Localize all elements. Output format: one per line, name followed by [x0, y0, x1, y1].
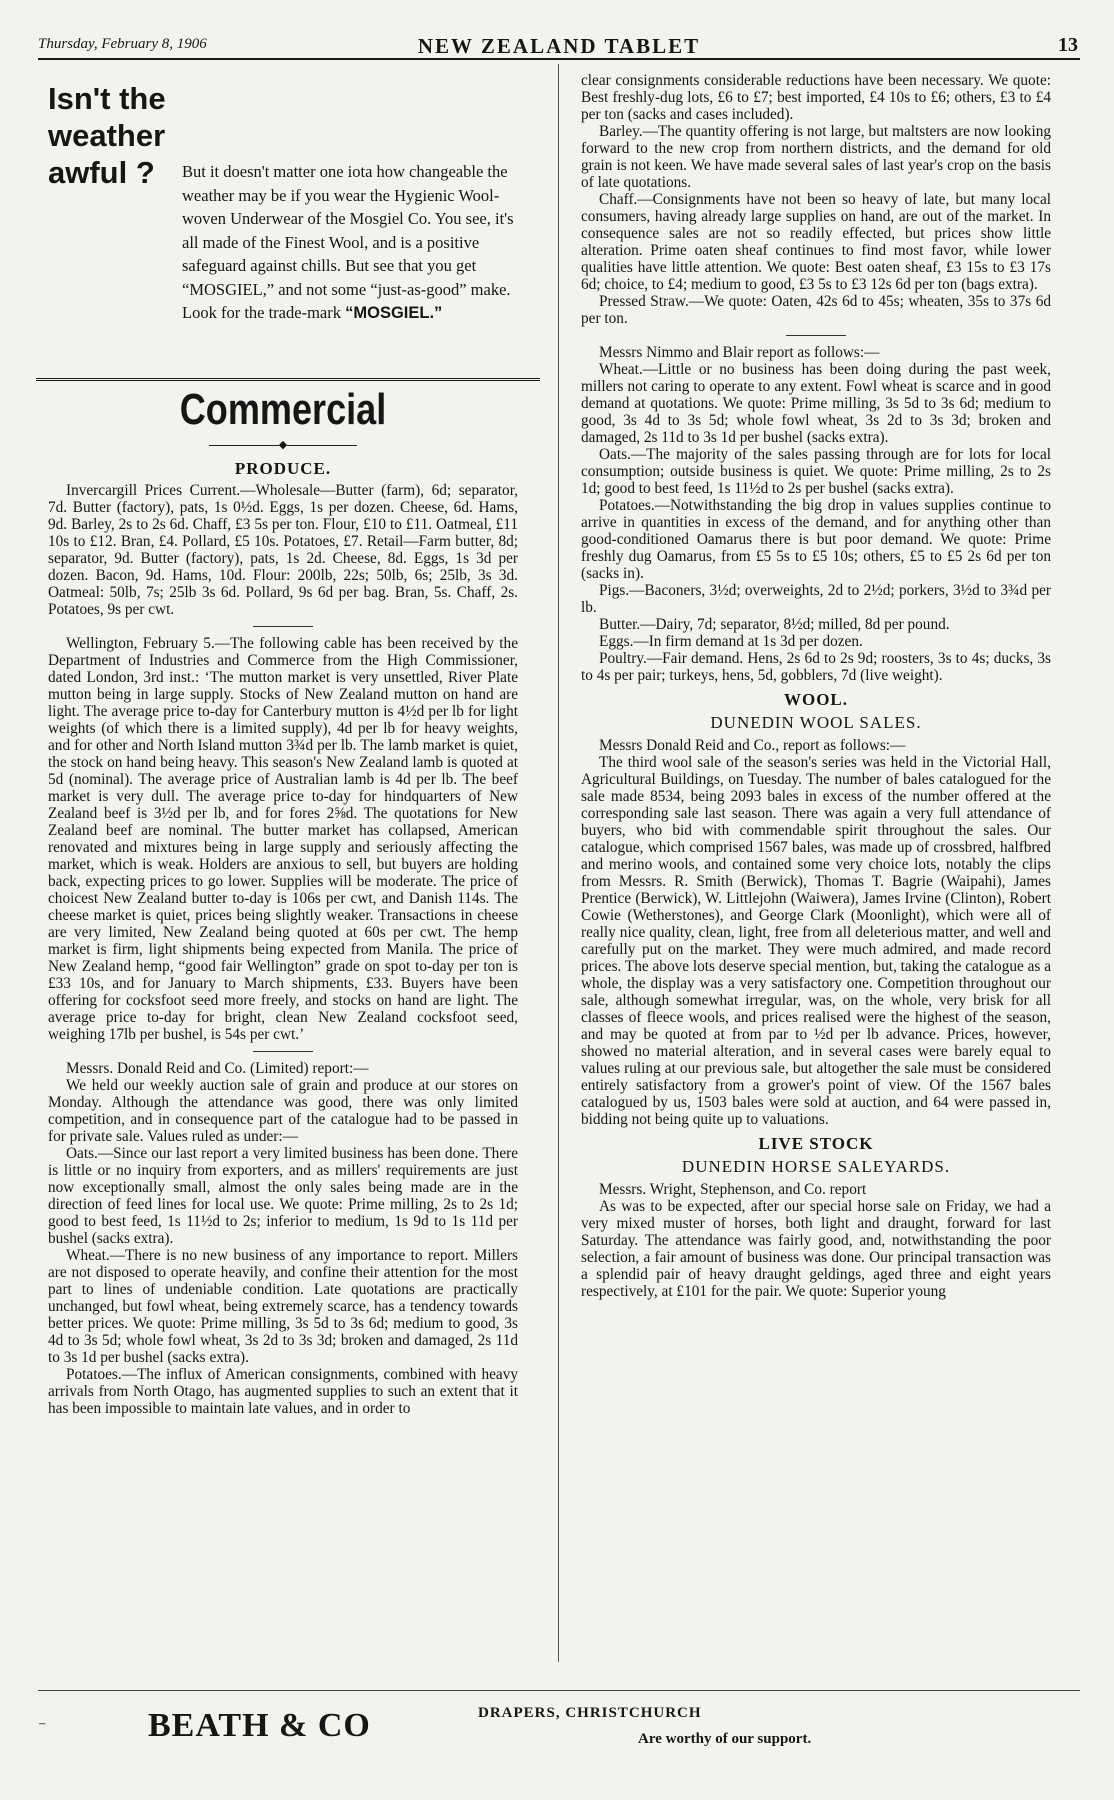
article-paragraph: The third wool sale of the season's series was held in the Victorial Hall, Agricultural Buildings, on Tuesday. The number of bales catalogued for the sale made 8534, being 2093 bales in excess of the number offered at the corresponding sale last season. There was again a very full attendance of buyers, who bid with commendable spirit throughout the sales. Our catalogue, which comprised 1567 bales, was made up of crossbred, halfbred and merino wools, and contained some very choice lots, notably the clips from Messrs. R. Smith (Berwick), Thomas T. Bagrie (Waipahi), James Prentice (Berwick), W. Littlejohn (Waiwera), James Irvine (Clinton), Robert Cowie (Wetherstones), and George Clark (Moonlight), which were all of really nice quality, clean, light, free from all deleterious matter, and well and carefully put on the market. They were much admired, and made record prices. The above lots deserve special mention, but, taking the catalogue as a whole, the display was a very satisfactory one. Competition throughout our sale, although somewhat irregular, was, on the whole, very brisk for all classes of fleece wools, and prices realised were the highest of the season, and may be quoted at from par to ½d per lb advance. Prices, however, showed no material alteration, and in several cases were barely equal to values ruling at our previous sale, but altogether the sale must be considered entirely satisfactory from a grower's point of view. Of the 1567 bales catalogued by us, 1503 bales were sold at auction, and 64 were passed in, bidding not being quite up to valuations.	[581, 754, 1051, 1128]
footer-dash: ⁻	[38, 1719, 47, 1736]
article-paragraph: Messrs. Donald Reid and Co. (Limited) report:—	[66, 1060, 369, 1077]
article-paragraph: Wheat.—Little or no business has been doing during the past week, millers not caring to operate to any extent. Fowl wheat is scarce and in good demand at quotations. We quote: Prime milling, 3s 5d to 3s 6d; medium to good, 3s 4d to 3s 5d; whole fowl wheat, 3s 2d to 3s 3d; broken and damaged, 2s 11d to 3s 1d per bushel (sacks extra).	[581, 361, 1051, 446]
advert-trademark: “MOSGIEL.”	[345, 304, 443, 322]
article-paragraph: Messrs Nimmo and Blair report as follows:—	[599, 344, 880, 361]
article-paragraph: Barley.—The quantity offering is not large, but maltsters are now looking forward to the new crop from northern districts, and the demand for old grain is not keen. We have made several sales of last year's crop on the basis of late quotations.	[581, 123, 1051, 191]
right-column	[581, 72, 1051, 1300]
article-paragraph: Wheat.—There is no new business of any importance to report. Millers are not disposed to operate heavily, and confine their attention for the most part to lines of undeniable condition. Late quotations are practically unchanged, but fowl wheat, being extremely scarce, has a tendency towards better prices. We quote: Prime milling, 3s 5d to 3s 6d; medium to good, 3s 4d to 3s 5d; whole fowl wheat, 3s 2d to 3s 3d; broken and damaged, 2s 11d to 3s 1d per bushel (sacks extra).	[48, 1247, 518, 1366]
short-rule	[253, 626, 313, 627]
left-column	[48, 72, 518, 1417]
article-paragraph: Messrs. Wright, Stephenson, and Co. report	[599, 1181, 867, 1198]
footer-drapers: DRAPERS, CHRISTCHURCH	[478, 1705, 702, 1721]
horse-saleyards-subheading: DUNEDIN HORSE SALEYARDS.	[681, 1157, 951, 1176]
advert-heading-line: Isn't the	[48, 81, 166, 116]
masthead-title: NEW ZEALAND TABLET	[417, 34, 701, 58]
article-paragraph: Chaff.—Consignments have not been so heavy of late, but many local consumers, having already large supplies on hand, are out of the market. In consequence sales are not so readily effected, but prices show little alteration. Prime oaten sheaf continues to find most favor, while lower qualities have little attention. We quote: Best oaten sheaf, £3 15s to £3 17s 6d; choice, to £4; medium to good, £3 5s to £3 12s 6d per ton (bags extra).	[581, 191, 1051, 293]
masthead	[38, 34, 1080, 60]
article-paragraph: Potatoes.—The influx of American consignments, combined with heavy arrivals from North Otago, has augmented supplies to such an extent that it has been impossible to maintain late values, and in order to	[48, 1366, 518, 1417]
page-number: 13	[1058, 34, 1078, 56]
advert-rule	[36, 378, 540, 381]
short-rule	[253, 1051, 313, 1052]
article-paragraph: Invercargill Prices Current.—Wholesale—Butter (farm), 6d; separator, 7d. Butter (factory), pats, 1s 0½d. Eggs, 1s per dozen. Cheese, 6d. Hams, 9d. Barley, 2s to 2s 6d. Chaff, £3 5s per ton. Flour, £10 to £11. Oatmeal, £11 10s to £12. Bran, £4. Pollard, £5 10s. Potatoes, £7. Retail—Farm butter, 8d; separator, 9d. Butter (factory), pats, 1s 2d. Cheese, 8d. Eggs, 1s 3d per dozen. Bacon, 9d. Hams, 10d. Flour: 200lb, 22s; 50lb, 6s; 25lb, 3s 3d. Oatmeal: 50lb, 7s; 25lb 3s 6d. Pollard, 9s 6d per bag. Bran, 5s. Chaff, 2s. Potatoes, 9s per cwt.	[48, 482, 518, 618]
article-paragraph: Potatoes.—Notwithstanding the big drop in values supplies continue to arrive in quantities in excess of the demand, and for anything other than good-conditioned Oamarus there is but poor demand. We quote: Prime freshly dug Oamarus, from £5 5s to £5 10s; others, £5 to £5 2s 6d per ton (sacks in).	[581, 497, 1051, 582]
article-paragraph: Pressed Straw.—We quote: Oaten, 42s 6d to 45s; wheaten, 35s to 37s 6d per ton.	[581, 293, 1051, 327]
column-divider	[558, 64, 559, 1662]
wool-heading: WOOL.	[783, 690, 849, 709]
article-paragraph: Oats.—Since our last report a very limited business has been done. There is little or no inquiry from exporters, and as millers' requirements are just now exceptionally small, almost the only sales being made are in the direction of feed lines for local use. We quote: Prime milling, 2s to 2s 1d; good to best feed, 1s 11½d to 2s; inferior to medium, 1s 9d to 1s 11d per bushel (sacks extra).	[48, 1145, 518, 1247]
article-paragraph: Wellington, February 5.—The following cable has been received by the Department of Industries and Commerce from the High Commissioner, dated London, 3rd inst.: ‘The mutton market is very unsettled, River Plate mutton being in large supply. Stocks of New Zealand mutton on hand are light. The average price to-day for Canterbury mutton is 4½d per lb for light weights (of which there is a limited supply), 4d per lb for heavy weights, and for other and North Island mutton 3¾d per lb. The lamb market is quiet, the stock on hand being heavy. This season's New Zealand lamb is quoted at 5d (nominal). The average price of Australian lamb is 4d per lb. The beef market is very dull. The average price to-day for hindquarters of New Zealand beef is 3½d per lb, and for fores 2⅝d. The quotations for New Zealand beef are nominal. The butter market has collapsed, American renovated and mixtures being in large supply and seriously affecting the market, which is weak. Holders are anxious to sell, but buyers are holding back, expecting prices to go lower. Supplies will be moderate. The price of choicest New Zealand butter to-day is 106s per cwt, and Danish 114s. The cheese market is quiet, prices being slightly weaker. Transactions in cheese are very limited, New Zealand being quoted at 60s per cwt. The hemp market is firm, light shipments being expected from Manila. The price of New Zealand hemp, “good fair Wellington” grade on spot to-day per ton is £33 10s, and for January to March shipments, £33. Buyers have been offering for cocksfoot seed more freely, and stocks on hand are light. The average price to-day for bright, clean New Zealand cocksfoot seed, weighing 17lb per bushel, is 54s per cwt.’	[48, 635, 518, 1043]
article-paragraph: As was to be expected, after our special horse sale on Friday, we had a very mixed muster of horses, both light and draught, forward for last Saturday. The attendance was fairly good, and, notwithstanding the poor selection, a fair amount of business was done. Our principal transaction was a splendid pair of heavy draught geldings, aged three and eight years respectively, at £101 for the pair. We quote: Superior young	[581, 1198, 1051, 1300]
masthead-date: Thursday, February 8, 1906	[38, 36, 207, 52]
article-paragraph: Eggs.—In firm demand at 1s 3d per dozen.	[599, 633, 863, 650]
advert-heading-line: awful ?	[48, 155, 155, 190]
footer-brand: BEATH & CO	[148, 1707, 371, 1744]
article-paragraph: Messrs Donald Reid and Co., report as follows:—	[599, 737, 906, 754]
section-title-commercial: Commercial	[179, 385, 387, 434]
footer-advert	[38, 1690, 1080, 1771]
advert-body	[182, 160, 532, 326]
wool-subheading: DUNEDIN WOOL SALES.	[710, 713, 922, 732]
advert-body-text: But it doesn't matter one iota how changeable the weather may be if you wear the Hygienic Wool-woven Underwear of the Mosgiel Co. You see, it's all made of the Finest Wool, and is a positive safeguard against chills. But see that you get “MOSGIEL,” and not some “just-as-good” make. Look for the trade-mark	[182, 162, 514, 322]
short-rule	[786, 335, 846, 336]
article-paragraph: Poultry.—Fair demand. Hens, 2s 6d to 2s 9d; roosters, 3s to 4s; ducks, 3s to 4s per pair; turkeys, hens, 5d, gobblers, 7d (live weight).	[581, 650, 1051, 684]
article-paragraph: Butter.—Dairy, 7d; separator, 8½d; milled, 8d per pound.	[599, 616, 950, 633]
footer-tagline: Are worthy of our support.	[638, 1731, 812, 1747]
produce-heading: PRODUCE.	[234, 459, 332, 478]
article-paragraph: We held our weekly auction sale of grain and produce at our stores on Monday. Although the attendance was good, there was only limited competition, and in consequence part of the catalogue had to be passed in for private sale. Values ruled as under:—	[48, 1077, 518, 1145]
mosgiel-advert	[48, 72, 518, 376]
live-stock-heading: LIVE STOCK	[758, 1134, 874, 1153]
ornament-divider: ◆	[48, 438, 518, 451]
article-paragraph: Oats.—The majority of the sales passing through are for lots for local consumption; outside business is quiet. We quote: Prime milling, 2s to 2s 1d; good to best feed, 1s 11½d to 2s per bushel (sacks extra).	[581, 446, 1051, 497]
advert-heading-line: weather	[48, 118, 166, 153]
article-paragraph: clear consignments considerable reductions have been necessary. We quote: Best freshly-dug lots, £6 to £7; best imported, £4 10s to £6; others, £3 to £4 per ton (sacks and cases included).	[581, 72, 1051, 123]
advert-heading	[48, 80, 166, 191]
article-paragraph: Pigs.—Baconers, 3½d; overweights, 2d to 2½d; porkers, 3½d to 3¾d per lb.	[581, 582, 1051, 616]
